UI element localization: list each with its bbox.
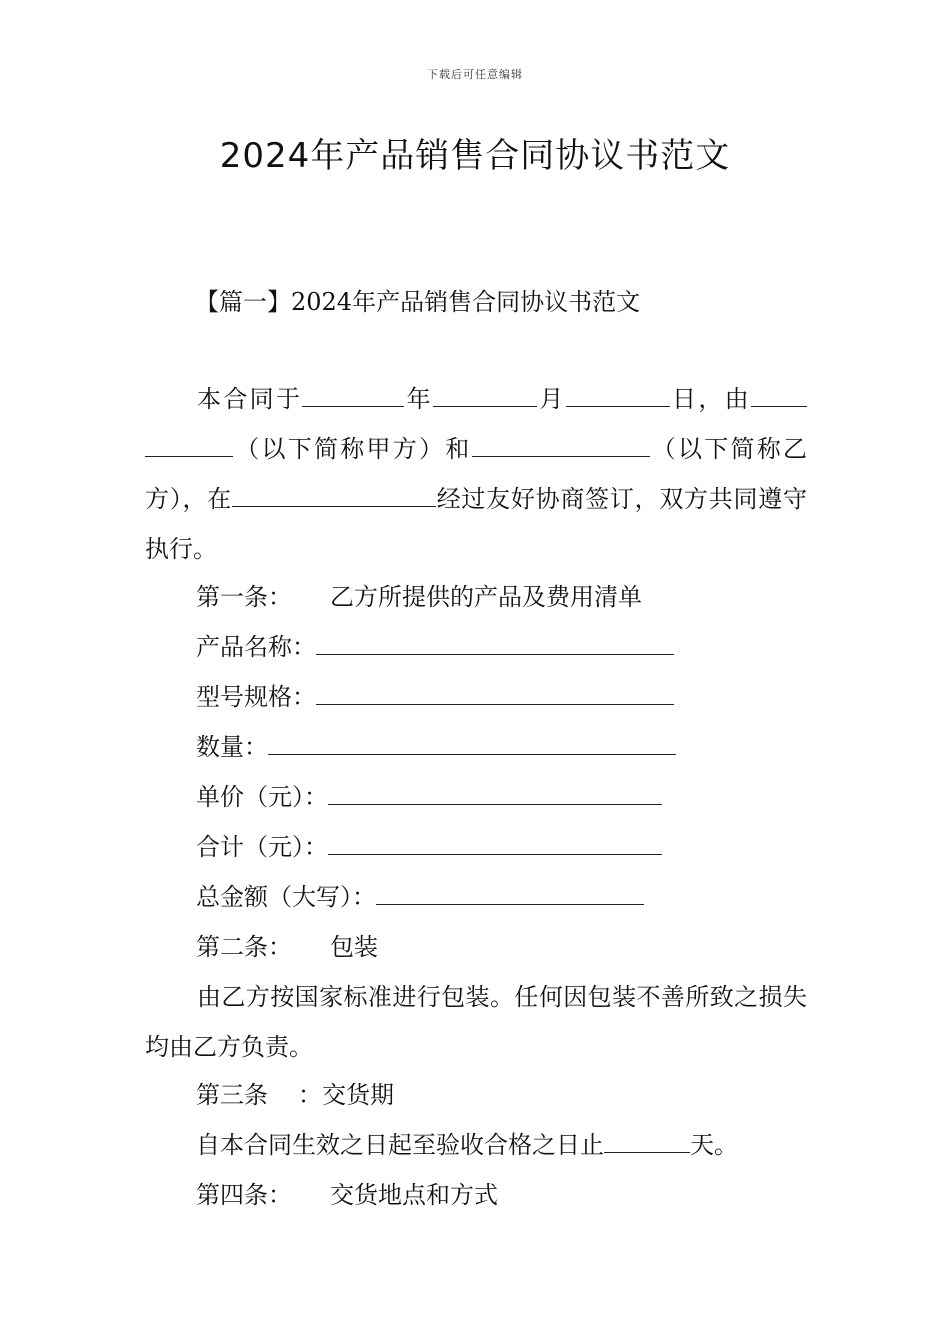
field-model-spec [196,680,674,714]
blank-party-a-1 [751,384,807,407]
field-subtotal [196,830,662,864]
article1-heading: 第一条： [196,583,292,611]
article3-heading: 第三条 [196,1081,268,1109]
article4-heading: 第四条： [196,1181,292,1209]
field-label: 单价（元）： [196,783,328,811]
blank-field [268,732,676,755]
field-product-name [196,630,674,664]
document-title: 2024年产品销售合同协议书范文 [219,136,731,176]
intro-party-b: （以下简称乙方），在 [145,435,807,513]
intro-party-a: （以下简称甲方）和 [233,435,472,463]
article3-text-before: 自本合同生效之日起至验收合格之日止 [196,1131,604,1159]
section-heading: 【篇一】2024年产品销售合同协议书范文 [195,288,641,316]
blank-field [328,782,662,805]
field-label: 合计（元）： [196,833,328,861]
intro-day: 日，由 [669,385,752,413]
intro-paragraph [145,374,807,574]
blank-party-b [472,434,650,457]
article1-title: 乙方所提供的产品及费用清单 [330,583,642,611]
blank-place [232,484,436,507]
article3-text-after: 天。 [690,1131,738,1159]
field-label: 数量： [196,733,268,761]
article4-title: 交货地点和方式 [330,1181,498,1209]
article4-heading-line [196,1178,498,1212]
blank-month [433,384,537,407]
article3-heading-line [196,1078,394,1112]
field-total-amount [196,880,644,914]
blank-party-a-2 [145,434,233,457]
article2-title: 包装 [330,933,378,961]
blank-year [302,384,404,407]
intro-year: 年 [404,385,434,413]
article1-heading-line [196,580,642,614]
article3-title: ：交货期 [298,1081,394,1109]
field-label: 总金额（大写）： [196,883,376,911]
field-label: 型号规格： [196,683,316,711]
header-note: 下载后可任意编辑 [427,68,523,81]
article2-heading-line [196,930,378,964]
article2-text: 由乙方按国家标准进行包装。任何因包装不善所致之损失均由乙方负责。 [145,983,807,1061]
blank-field [316,632,674,655]
blank-field [328,832,662,855]
intro-place: 经过友好协商签订，双方共同遵守执行。 [145,485,808,563]
blank-field [376,882,644,905]
field-unit-price [196,780,662,814]
intro-text-1: 本合同于 [197,385,303,413]
intro-month: 月 [537,385,566,413]
blank-days [604,1130,690,1153]
article3-text [196,1128,738,1162]
field-quantity [196,730,676,764]
field-label: 产品名称： [196,633,316,661]
blank-day [566,384,670,407]
article2-heading: 第二条： [196,933,292,961]
blank-field [316,682,674,705]
